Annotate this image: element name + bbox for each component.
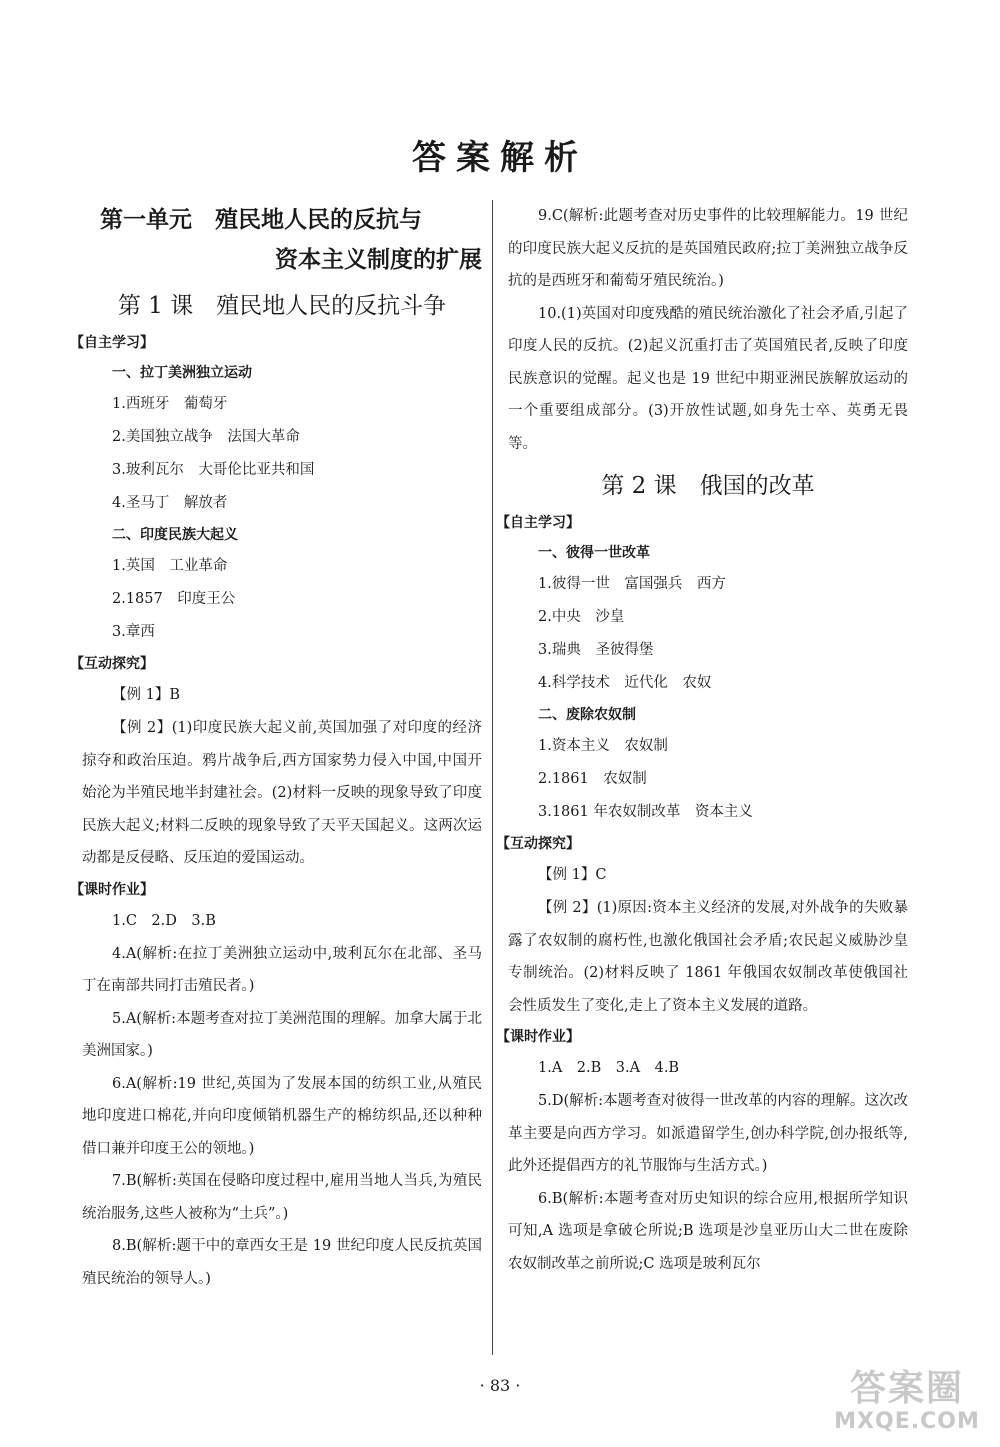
answer-item: 3.1861 年农奴制改革 资本主义 [538, 804, 753, 820]
homework-answer: 10.(1)英国对印度残酷的殖民统治激化了社会矛盾,引起了印度人民的反抗。(2)起义沉重打击了英国殖民者,反映了印度民族意识的觉醒。起义也是 19 世纪中期亚洲民族解放运动的一个重要组成部分。(3)开放性试题,如身先士卒、英勇无畏等。 [508, 305, 908, 452]
section-homework: 【课时作业】 [496, 1029, 580, 1045]
example-1: 【例 1】C [538, 867, 607, 883]
unit-title-line1: 第一单元 殖民地人民的反抗与 [100, 207, 422, 233]
unit-title [82, 200, 482, 280]
answer-item: 2.1857 印度王公 [112, 591, 236, 607]
answer-item: 4.科学技术 近代化 农奴 [538, 675, 712, 691]
subsection-india-uprising: 二、印度民族大起义 [112, 527, 238, 543]
section-interactive: 【互动探究】 [70, 656, 154, 672]
homework-answer: 9.C(解析:此题考查对历史事件的比较理解能力。19 世纪的印度民族大起义反抗的是英国殖民政府;拉丁美洲独立战争反抗的是西班牙和葡萄牙殖民统治。) [508, 208, 908, 289]
watermark-line2: MXQE.COM [834, 1409, 980, 1434]
example-2: 【例 2】(1)原因:资本主义经济的发展,对外战争的失败暴露了农奴制的腐朽性,也激化俄国社会矛盾;农民起义威胁沙皇专制统治。(2)材料反映了 1861 年俄国农奴制改革使俄国社会性质发生了变化,走上了资本主义发展的道路。 [508, 900, 908, 1014]
answer-item: 2.中央 沙皇 [538, 609, 625, 625]
section-self-study: 【自主学习】 [70, 335, 154, 351]
answer-item: 3.章西 [112, 624, 155, 640]
unit-title-line2: 资本主义制度的扩展 [275, 247, 482, 273]
answer-item: 3.瑞典 圣彼得堡 [538, 642, 654, 658]
subsection-peter-reform: 一、彼得一世改革 [538, 545, 650, 561]
answer-item: 2.1861 农奴制 [538, 771, 647, 787]
answer-item: 1.资本主义 农奴制 [538, 738, 668, 754]
section-homework: 【课时作业】 [70, 881, 154, 898]
left-column [70, 200, 482, 1295]
page-number: · 83 · [479, 1376, 521, 1395]
homework-answer: 4.A(解析:在拉丁美洲独立运动中,玻利瓦尔在北部、圣马丁在南部共同打击殖民者。) [82, 945, 482, 994]
homework-answer: 8.B(解析:题干中的章西女王是 19 世纪印度人民反抗英国殖民统治的领导人。) [82, 1238, 482, 1287]
example-1: 【例 1】B [112, 687, 180, 703]
watermark-logo [832, 1369, 982, 1439]
column-divider [492, 200, 493, 1355]
subsection-abolish-serfdom: 二、废除农奴制 [538, 707, 636, 723]
lesson-2-title: 第 2 课 俄国的改革 [601, 473, 815, 499]
homework-answer: 6.B(解析:本题考查对历史知识的综合应用,根据所学知识可知,A 选项是拿破仑所说;B 选项是沙皇亚历山大二世在废除农奴制改革之前所说;C 选项是玻利瓦尔 [508, 1190, 908, 1272]
answer-item: 1.西班牙 葡萄牙 [112, 396, 228, 412]
homework-answer: 7.B(解析:英国在侵略印度过程中,雇用当地人当兵,为殖民统治服务,这些人被称为“土兵”。) [82, 1173, 482, 1222]
homework-short-answers: 1.C 2.D 3.B [112, 912, 216, 929]
answer-item: 3.玻利瓦尔 大哥伦比亚共和国 [112, 462, 315, 478]
subsection-latin-america: 一、拉丁美洲独立运动 [112, 365, 252, 381]
answer-item: 1.彼得一世 富国强兵 西方 [538, 576, 726, 592]
homework-answer: 6.A(解析:19 世纪,英国为了发展本国的纺织工业,从殖民地印度进口棉花,并向印度倾销机器生产的棉纺织品,还以种种借口兼并印度王公的领地。) [82, 1075, 482, 1157]
watermark-line1: 答案圈 [849, 1368, 964, 1409]
answer-item: 1.英国 工业革命 [112, 558, 228, 574]
page-title: 答案解析 [412, 138, 588, 178]
section-interactive: 【互动探究】 [496, 836, 580, 852]
homework-answer: 5.D(解析:本题考查对彼得一世改革的内容的理解。这次改革主要是向西方学习。如派遣留学生,创办科学院,创办报纸等,此外还提倡西方的礼节服饰与生活方式。) [508, 1093, 908, 1174]
homework-answer: 5.A(解析:本题考查对拉丁美洲范围的理解。加拿大属于北美洲国家。) [82, 1010, 482, 1059]
homework-short-answers: 1.A 2.B 3.A 4.B [538, 1060, 680, 1076]
lesson-1-title: 第 1 课 殖民地人民的反抗斗争 [117, 293, 447, 319]
right-column [496, 200, 908, 1280]
answer-item: 2.美国独立战争 法国大革命 [112, 429, 300, 445]
section-self-study: 【自主学习】 [496, 515, 580, 531]
answer-item: 4.圣马丁 解放者 [112, 495, 228, 511]
example-2: 【例 2】(1)印度民族大起义前,英国加强了对印度的经济掠夺和政治压迫。鸦片战争后,西方国家势力侵入中国,中国开始沦为半殖民地半封建社会。(2)材料一反映的现象导致了印度民族大起义;材料二反映的现象导致了天平天国起义。这两次运动都是反侵略、反压迫的爱国运动。 [82, 720, 482, 866]
